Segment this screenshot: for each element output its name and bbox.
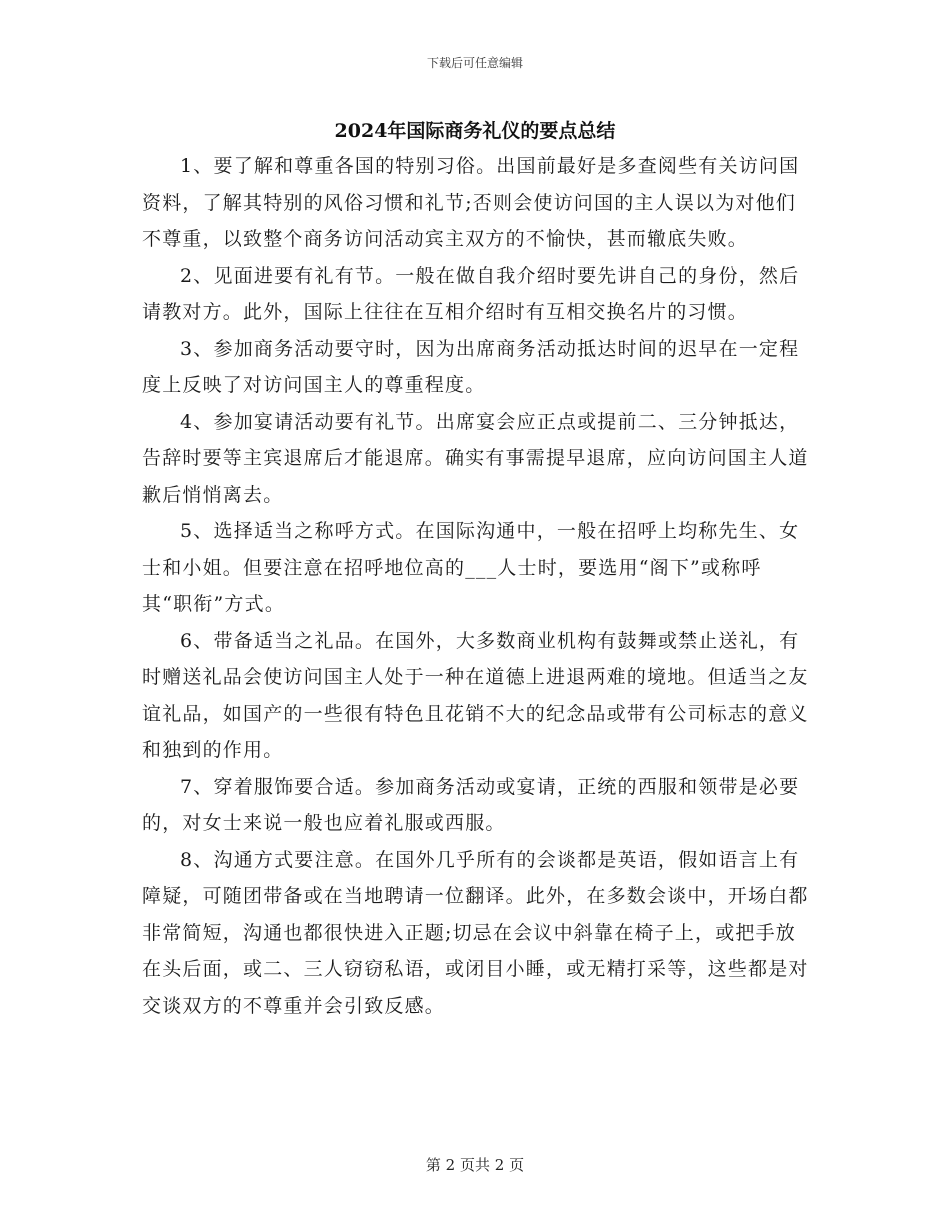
paragraph-3: 3、参加商务活动要守时，因为出席商务活动抵达时间的迟早在一定程度上反映了对访问国主人的尊重程度。 bbox=[142, 337, 800, 396]
paragraph-8: 8、沟通方式要注意。在国外几乎所有的会谈都是英语，假如语言上有障疑，可随团带备或在当地聘请一位翻译。此外，在多数会谈中，开场白都非常简短，沟通也都很快进入正题;切忌在会议中斜靠在椅子上，或把手放在头后面，或二、三人窃窃私语，或闭目小睡，或无精打采等，这些都是对交谈双方的不尊重并会引致反感。 bbox=[142, 848, 809, 1017]
page-number-footer: 第 2 页共 2 页 bbox=[425, 1156, 525, 1174]
paragraph-4: 4、参加宴请活动要有礼节。出席宴会应正点或提前二、三分钟抵达，告辞时要等主宾退席后才能退席。确实有事需提早退席，应向访问国主人道歉后悄悄离去。 bbox=[142, 410, 809, 506]
page-header-note: 下载后可任意编辑 bbox=[426, 56, 523, 70]
document-title: 2024年国际商务礼仪的要点总结 bbox=[334, 120, 616, 142]
paragraph-6: 6、带备适当之礼品。在国外，大多数商业机构有鼓舞或禁止送礼，有时赠送礼品会使访问国主人处于一种在道德上进退两难的境地。但适当之友谊礼品，如国产的一些很有特色且花销不大的纪念品或带有公司标志的意义和独到的作用。 bbox=[142, 629, 809, 761]
paragraph-5: 5、选择适当之称呼方式。在国际沟通中，一般在招呼上均称先生、女士和小姐。但要注意在招呼地位高的___人士时，要选用“阁下”或称呼其“职衔”方式。 bbox=[142, 520, 800, 615]
paragraph-7: 7、穿着服饰要合适。参加商务活动或宴请，正统的西服和领带是必要的，对女士来说一般也应着礼服或西服。 bbox=[142, 775, 800, 834]
paragraph-1: 1、要了解和尊重各国的特别习俗。出国前最好是多查阅些有关访问国资料，了解其特别的风俗习惯和礼节;否则会使访问国的主人误以为对他们不尊重，以致整个商务访问活动宾主双方的不愉快，甚而辙底失败。 bbox=[142, 155, 800, 250]
paragraph-2: 2、见面进要有礼有节。一般在做自我介绍时要先讲自己的身份，然后请教对方。此外，国际上往往在互相介绍时有互相交换名片的习惯。 bbox=[142, 264, 800, 323]
document-body bbox=[142, 148, 810, 1024]
